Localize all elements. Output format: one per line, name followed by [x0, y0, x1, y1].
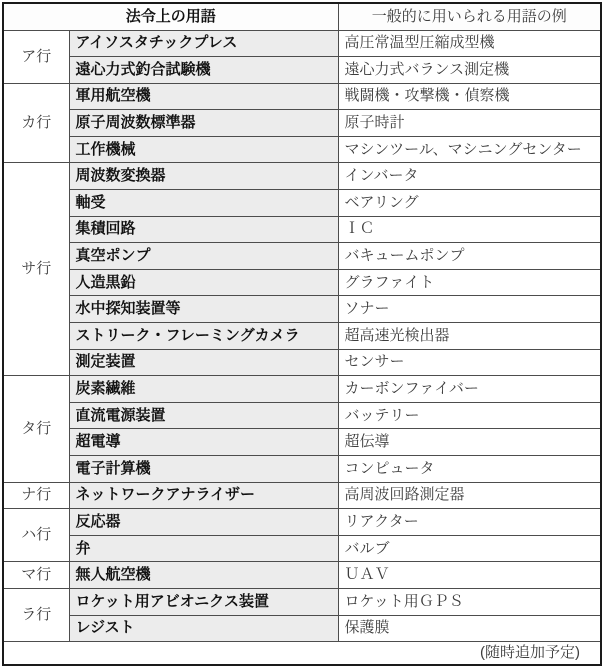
- table-row: [3, 136, 601, 163]
- legal-term-header: 法令上の用語: [3, 3, 338, 30]
- table-footer: [3, 642, 601, 666]
- table-row: [3, 269, 601, 296]
- table-row: [3, 163, 601, 190]
- common-term-cell: ソナー: [338, 296, 601, 323]
- table-row: [3, 615, 601, 642]
- common-term-cell: リアクター: [338, 509, 601, 536]
- common-term-cell: 遠心力式バランス測定機: [338, 57, 601, 84]
- common-term-header: 一般的に用いられる用語の例: [338, 3, 601, 30]
- category-cell: タ行: [3, 376, 69, 482]
- legal-term-cell: 直流電源装置: [69, 402, 338, 429]
- common-term-cell: 超高速光検出器: [338, 323, 601, 350]
- legal-term-cell: 軸受: [69, 190, 338, 217]
- legal-term-cell: アイソスタチックプレス: [69, 30, 338, 57]
- table-row: [3, 83, 601, 110]
- legal-term-cell: 軍用航空機: [69, 83, 338, 110]
- category-cell: マ行: [3, 562, 69, 589]
- legal-term-cell: 弁: [69, 535, 338, 562]
- legal-term-cell: 超電導: [69, 429, 338, 456]
- common-term-cell: コンピュータ: [338, 456, 601, 483]
- common-term-cell: センサー: [338, 349, 601, 376]
- legal-term-cell: ロケット用アビオニクス装置: [69, 588, 338, 615]
- legal-term-cell: レジスト: [69, 615, 338, 642]
- table-row: [3, 57, 601, 84]
- category-cell: ラ行: [3, 588, 69, 641]
- table-row: [3, 216, 601, 243]
- legal-term-cell: 電子計算機: [69, 456, 338, 483]
- terminology-page: [0, 2, 602, 669]
- table-row: [3, 349, 601, 376]
- legal-term-cell: 周波数変換器: [69, 163, 338, 190]
- table-body: [3, 30, 601, 642]
- common-term-cell: ＵＡＶ: [338, 562, 601, 589]
- category-cell: カ行: [3, 83, 69, 163]
- footer-row: [3, 642, 601, 666]
- category-cell: ア行: [3, 30, 69, 83]
- table-row: [3, 588, 601, 615]
- table-row: [3, 456, 601, 483]
- common-term-cell: ベアリング: [338, 190, 601, 217]
- common-term-cell: グラファイト: [338, 269, 601, 296]
- legal-term-cell: 原子周波数標準器: [69, 110, 338, 137]
- table-row: [3, 429, 601, 456]
- table-row: [3, 376, 601, 403]
- table-row: [3, 509, 601, 536]
- table-row: [3, 30, 601, 57]
- common-term-cell: 高圧常温型圧縮成型機: [338, 30, 601, 57]
- common-term-cell: バキュームポンプ: [338, 243, 601, 270]
- table-row: [3, 110, 601, 137]
- legal-term-cell: ネットワークアナライザー: [69, 482, 338, 509]
- legal-term-cell: 集積回路: [69, 216, 338, 243]
- table-header: [3, 3, 601, 30]
- footnote: (随時追加予定): [3, 642, 601, 666]
- table-row: [3, 402, 601, 429]
- common-term-cell: 原子時計: [338, 110, 601, 137]
- table-row: [3, 323, 601, 350]
- common-term-cell: 超伝導: [338, 429, 601, 456]
- category-cell: ナ行: [3, 482, 69, 509]
- common-term-cell: バルブ: [338, 535, 601, 562]
- table-row: [3, 243, 601, 270]
- header-row: [3, 3, 601, 30]
- legal-term-cell: 工作機械: [69, 136, 338, 163]
- legal-term-cell: 炭素繊維: [69, 376, 338, 403]
- common-term-cell: バッテリー: [338, 402, 601, 429]
- category-cell: サ行: [3, 163, 69, 376]
- common-term-cell: 戦闘機・攻撃機・偵察機: [338, 83, 601, 110]
- legal-term-cell: 遠心力式釣合試験機: [69, 57, 338, 84]
- common-term-cell: インバータ: [338, 163, 601, 190]
- legal-term-cell: 反応器: [69, 509, 338, 536]
- table-row: [3, 562, 601, 589]
- legal-term-cell: 水中探知装置等: [69, 296, 338, 323]
- legal-term-cell: 真空ポンプ: [69, 243, 338, 270]
- common-term-cell: カーボンファイバー: [338, 376, 601, 403]
- common-term-cell: ＩＣ: [338, 216, 601, 243]
- category-cell: ハ行: [3, 509, 69, 562]
- table-row: [3, 535, 601, 562]
- terminology-table: [2, 2, 602, 666]
- table-row: [3, 190, 601, 217]
- common-term-cell: 保護膜: [338, 615, 601, 642]
- common-term-cell: 高周波回路測定器: [338, 482, 601, 509]
- table-row: [3, 482, 601, 509]
- common-term-cell: ロケット用ＧＰＳ: [338, 588, 601, 615]
- common-term-cell: マシンツール、マシニングセンター: [338, 136, 601, 163]
- legal-term-cell: 測定装置: [69, 349, 338, 376]
- table-row: [3, 296, 601, 323]
- legal-term-cell: 無人航空機: [69, 562, 338, 589]
- legal-term-cell: ストリーク・フレーミングカメラ: [69, 323, 338, 350]
- legal-term-cell: 人造黒鉛: [69, 269, 338, 296]
